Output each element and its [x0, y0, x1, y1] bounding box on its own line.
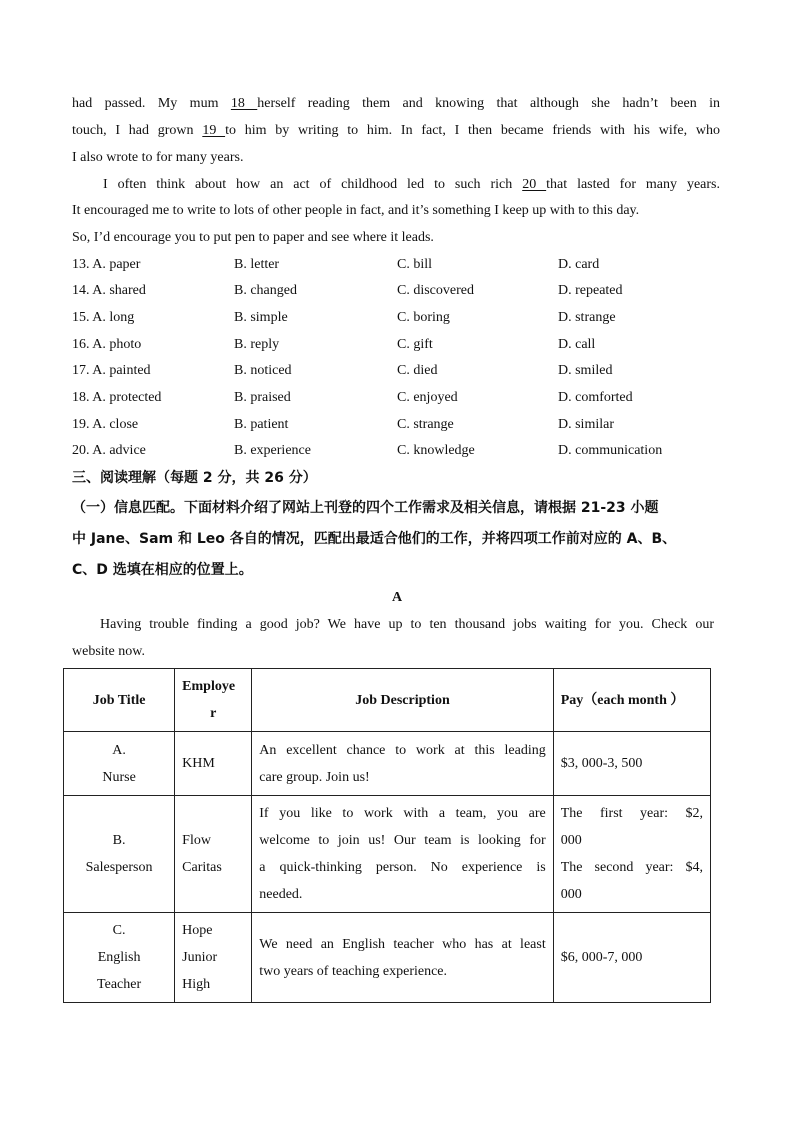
- option-b: B. reply: [234, 337, 280, 352]
- table-row: [64, 796, 711, 913]
- description-line: a quick-thinking person. No experience is: [259, 860, 546, 875]
- passage-line-3: I also wrote to for many years.: [72, 150, 244, 165]
- header-employer: [175, 669, 252, 732]
- job-letter: A.: [112, 742, 126, 758]
- passage-text: that lasted for many years.: [546, 177, 720, 192]
- passage-line-1: [72, 94, 720, 114]
- description-cell: [252, 913, 553, 1003]
- intro-line-2: website now.: [72, 644, 145, 659]
- header-employer-line: Employe: [182, 679, 236, 694]
- option-a: 19. A. close: [72, 417, 139, 432]
- description-line: two years of teaching experience.: [259, 963, 448, 979]
- job-letter: C.: [112, 923, 126, 938]
- header-employer-line: r: [210, 706, 217, 721]
- pay-line: 000: [560, 833, 582, 848]
- option-b: B. patient: [234, 417, 289, 432]
- description-line: If you like to work with a team, you are: [259, 806, 546, 821]
- employer-line: KHM: [182, 756, 215, 771]
- option-b: B. letter: [234, 257, 280, 272]
- pay-line: 000: [560, 887, 582, 902]
- instruction-line-3: C、D 选填在相应的位置上。: [72, 562, 253, 578]
- employer-line: Hope: [182, 923, 213, 938]
- option-d: D. call: [558, 337, 596, 352]
- passage-label: A: [391, 590, 403, 605]
- employer-cell: [175, 796, 252, 913]
- blank-19: 19: [202, 123, 226, 138]
- option-d: D. communication: [558, 443, 663, 458]
- question-18-options: [72, 388, 720, 408]
- job-title: English: [97, 950, 141, 965]
- passage-text: I often think about how an act of childhood led to such rich: [103, 177, 513, 192]
- option-d: D. comforted: [558, 390, 633, 405]
- option-a: 15. A. long: [72, 310, 135, 325]
- pay-cell: [553, 732, 710, 796]
- section-heading: 三、阅读理解（每题 2 分，共 26 分）: [72, 470, 317, 486]
- job-letter: B.: [112, 833, 126, 848]
- question-16-options: [72, 335, 720, 355]
- passage-text: herself reading them and knowing that although she hadn’t been in: [257, 96, 721, 111]
- option-b: B. experience: [234, 443, 311, 458]
- passage-text: touch, I had grown: [72, 123, 194, 138]
- option-c: C. enjoyed: [397, 390, 458, 405]
- table-row: [64, 732, 711, 796]
- question-13-options: [72, 255, 720, 275]
- employer-line: Flow: [182, 833, 211, 848]
- employer-cell: [175, 913, 252, 1003]
- description-line: welcome to join us! Our team is looking for: [259, 833, 546, 848]
- option-d: D. similar: [558, 417, 614, 432]
- instruction-line-1: （一）信息匹配。下面材料介绍了网站上刊登的四个工作需求及相关信息，请根据 21-23 小题: [72, 500, 659, 516]
- question-19-options: [72, 415, 720, 435]
- question-15-options: [72, 308, 720, 328]
- question-17-options: [72, 361, 720, 381]
- description-line: needed.: [259, 887, 303, 902]
- option-a: 20. A. advice: [72, 443, 146, 458]
- option-b: B. noticed: [234, 363, 292, 378]
- passage-line-2: [72, 121, 720, 141]
- job-title-cell: [64, 796, 175, 913]
- option-a: 13. A. paper: [72, 257, 141, 272]
- pay-cell: [553, 913, 710, 1003]
- option-c: C. gift: [397, 337, 433, 352]
- description-line: An excellent chance to work at this leading: [259, 742, 546, 758]
- intro-line-1: Having trouble finding a good job? We have up to ten thousand jobs waiting for you. Check our: [100, 617, 714, 632]
- option-d: D. strange: [558, 310, 616, 325]
- option-c: C. bill: [397, 257, 433, 272]
- blank-18: 18: [230, 96, 258, 111]
- employer-line: Junior: [182, 950, 218, 965]
- table-row: [64, 913, 711, 1003]
- description-cell: [252, 796, 553, 913]
- description-line: We need an English teacher who has at least: [259, 936, 546, 952]
- pay-line: The second year: $4,: [560, 860, 703, 875]
- passage-text: had passed. My mum: [72, 96, 219, 111]
- pay-line: The first year: $2,: [560, 806, 703, 821]
- job-title: Teacher: [97, 977, 142, 992]
- passage-line-6: So, I’d encourage you to put pen to paper and see where it leads.: [72, 230, 434, 245]
- blank-20: 20: [522, 177, 547, 192]
- pay-cell: [553, 796, 710, 913]
- employer-line: Caritas: [182, 860, 222, 875]
- header-description: Job Description: [252, 669, 553, 732]
- instruction-line-2: 中 Jane、Sam 和 Leo 各自的情况，匹配出最适合他们的工作，并将四项工作前对应的 A、B、: [72, 531, 677, 547]
- passage-line-5: It encouraged me to write to lots of other people in fact, and it’s something I keep up with to this day.: [72, 203, 640, 218]
- header-job-title: Job Title: [64, 669, 175, 732]
- option-c: C. boring: [397, 310, 450, 325]
- job-title: Salesperson: [85, 860, 153, 875]
- table-header-row: [64, 669, 711, 732]
- job-title-cell: [64, 732, 175, 796]
- option-b: B. praised: [234, 390, 291, 405]
- description-line: care group. Join us!: [259, 769, 370, 785]
- option-d: D. smiled: [558, 363, 613, 378]
- job-title-cell: [64, 913, 175, 1003]
- option-a: 14. A. shared: [72, 283, 146, 298]
- question-14-options: [72, 281, 720, 301]
- option-a: 16. A. photo: [72, 337, 142, 352]
- option-d: D. card: [558, 257, 600, 272]
- description-cell: [252, 732, 553, 796]
- option-c: C. died: [397, 363, 438, 378]
- header-pay: Pay（each month ）: [553, 669, 710, 732]
- employer-line: High: [182, 977, 211, 992]
- passage-text: to him by writing to him. In fact, I then became friends with his wife, who: [225, 123, 721, 138]
- option-a: 18. A. protected: [72, 390, 162, 405]
- option-a: 17. A. painted: [72, 363, 151, 378]
- jobs-table: [63, 668, 711, 1003]
- employer-cell: [175, 732, 252, 796]
- option-c: C. knowledge: [397, 443, 475, 458]
- question-20-options: [72, 441, 720, 461]
- option-d: D. repeated: [558, 283, 623, 298]
- option-b: B. changed: [234, 283, 297, 298]
- option-c: C. strange: [397, 417, 454, 432]
- pay-line: $3, 000-3, 500: [560, 756, 643, 771]
- pay-line: $6, 000-7, 000: [560, 950, 643, 965]
- option-c: C. discovered: [397, 283, 474, 298]
- passage-line-4: [103, 175, 720, 195]
- option-b: B. simple: [234, 310, 288, 325]
- job-title: Nurse: [102, 769, 136, 785]
